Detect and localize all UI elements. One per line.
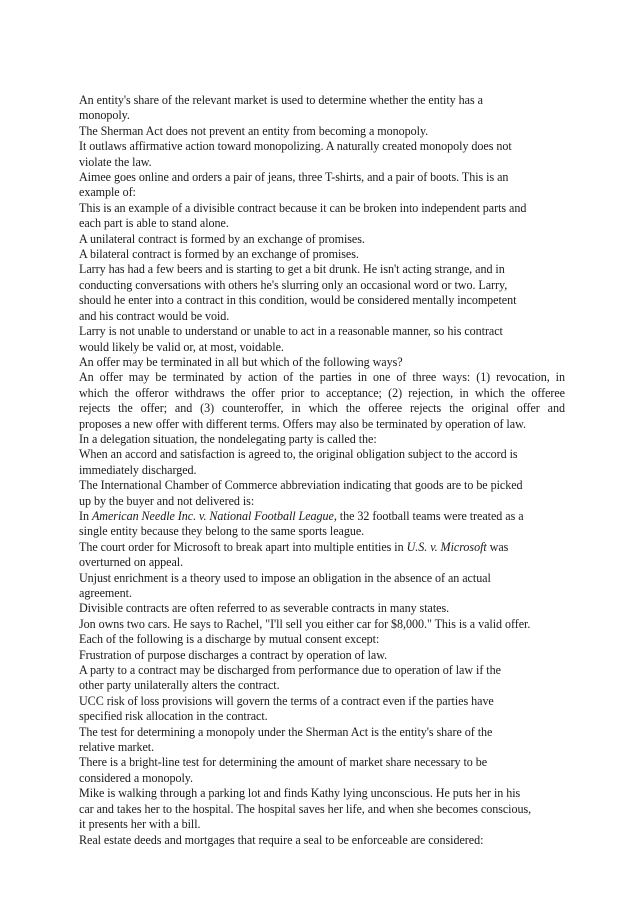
text-line: An offer may be terminated by action of the parties in one of three ways: (1) revocation, in xyxy=(79,370,565,385)
text-line: A party to a contract may be discharged from performance due to operation of law if the xyxy=(79,663,501,678)
text-line: It outlaws affirmative action toward monopolizing. A naturally created monopoly does not xyxy=(79,139,512,154)
text-line: Frustration of purpose discharges a contract by operation of law. xyxy=(79,647,388,662)
text-line: car and takes her to the hospital. The hospital saves her life, and when she becomes conscious, xyxy=(79,801,532,816)
text-run: In xyxy=(79,508,92,523)
text-run: the 32 football teams were treated as a xyxy=(336,508,524,523)
text-line: overturned on appeal. xyxy=(79,555,184,570)
text-run: was xyxy=(486,539,509,554)
text-line: up by the buyer and not delivered is: xyxy=(79,493,255,508)
text-line: Real estate deeds and mortgages that require a seal to be enforceable are considered: xyxy=(79,832,484,847)
text-line: When an accord and satisfaction is agreed to, the original obligation subject to the accord is xyxy=(79,447,518,462)
text-line: considered a monopoly. xyxy=(79,770,193,785)
text-line: Aimee goes online and orders a pair of jeans, three T-shirts, and a pair of boots. This is an xyxy=(79,170,509,185)
text-line: An offer may be terminated in all but which of the following ways? xyxy=(79,354,403,369)
text-line: In a delegation situation, the nondelegating party is called the: xyxy=(79,431,377,446)
text-run: The court order for Microsoft to break apart into multiple entities in xyxy=(79,539,407,554)
text-line: single entity because they belong to the same sports league. xyxy=(79,524,365,539)
text-line: specified risk allocation in the contract. xyxy=(79,709,268,724)
text-line: violate the law. xyxy=(79,154,152,169)
text-line: proposes a new offer with different terms. Offers may also be terminated by operation of law. xyxy=(79,416,526,431)
text-line: There is a bright-line test for determining the amount of market share necessary to be xyxy=(79,755,488,770)
text-line: A unilateral contract is formed by an exchange of promises. xyxy=(79,231,365,246)
text-line: immediately discharged. xyxy=(79,462,197,477)
text-line: each part is able to stand alone. xyxy=(79,216,229,231)
document-page xyxy=(79,93,565,848)
text-line: Divisible contracts are often referred to as severable contracts in many states. xyxy=(79,601,450,616)
text-line: The International Chamber of Commerce abbreviation indicating that goods are to be picked xyxy=(79,478,523,493)
text-line: The test for determining a monopoly under the Sherman Act is the entity's share of the xyxy=(79,724,493,739)
text-line: would likely be valid or, at most, voidable. xyxy=(79,339,284,354)
text-line: and his contract would be void. xyxy=(79,308,230,323)
text-line xyxy=(79,509,565,524)
text-line: An entity's share of the relevant market is used to determine whether the entity has a xyxy=(79,93,483,107)
text-line: should he enter into a contract in this condition, would be considered mentally incompetent xyxy=(79,293,517,308)
text-line: This is an example of a divisible contract because it can be broken into independent parts and xyxy=(79,200,527,215)
text-line: conducting conversations with others he's slurring only an occasional word or two. Larry, xyxy=(79,277,508,292)
text-line: monopoly. xyxy=(79,108,130,123)
text-line xyxy=(79,540,565,555)
text-line: The Sherman Act does not prevent an entity from becoming a monopoly. xyxy=(79,123,429,138)
text-line: example of: xyxy=(79,185,136,200)
text-line: relative market. xyxy=(79,740,155,755)
text-line: it presents her with a bill. xyxy=(79,817,201,832)
text-line: Unjust enrichment is a theory used to impose an obligation in the absence of an actual xyxy=(79,570,491,585)
text-line: Each of the following is a discharge by mutual consent except: xyxy=(79,632,380,647)
text-line: Larry is not unable to understand or unable to act in a reasonable manner, so his contract xyxy=(79,324,503,339)
text-line: Jon owns two cars. He says to Rachel, "I'll sell you either car for $8,000." This is a valid offer. xyxy=(79,616,531,631)
text-line: agreement. xyxy=(79,586,132,600)
text-line: Larry has had a few beers and is starting to get a bit drunk. He isn't acting strange, and in xyxy=(79,262,505,277)
text-line: UCC risk of loss provisions will govern the terms of a contract even if the parties have xyxy=(79,693,494,708)
text-line: A bilateral contract is formed by an exchange of promises. xyxy=(79,247,359,262)
text-line: rejects the offer; and (3) counteroffer, in which the offeree rejects the original offer and xyxy=(79,401,565,416)
italic-case-name: U.S. v. Microsoft xyxy=(406,539,487,554)
text-line: which the offeror withdraws the offer prior to acceptance; (2) rejection, in which the offeree xyxy=(79,385,565,400)
text-line: Mike is walking through a parking lot and finds Kathy lying unconscious. He puts her in his xyxy=(79,786,521,801)
text-line: other party unilaterally alters the contract. xyxy=(79,678,280,693)
italic-case-name: American Needle Inc. v. National Football League, xyxy=(91,508,337,523)
